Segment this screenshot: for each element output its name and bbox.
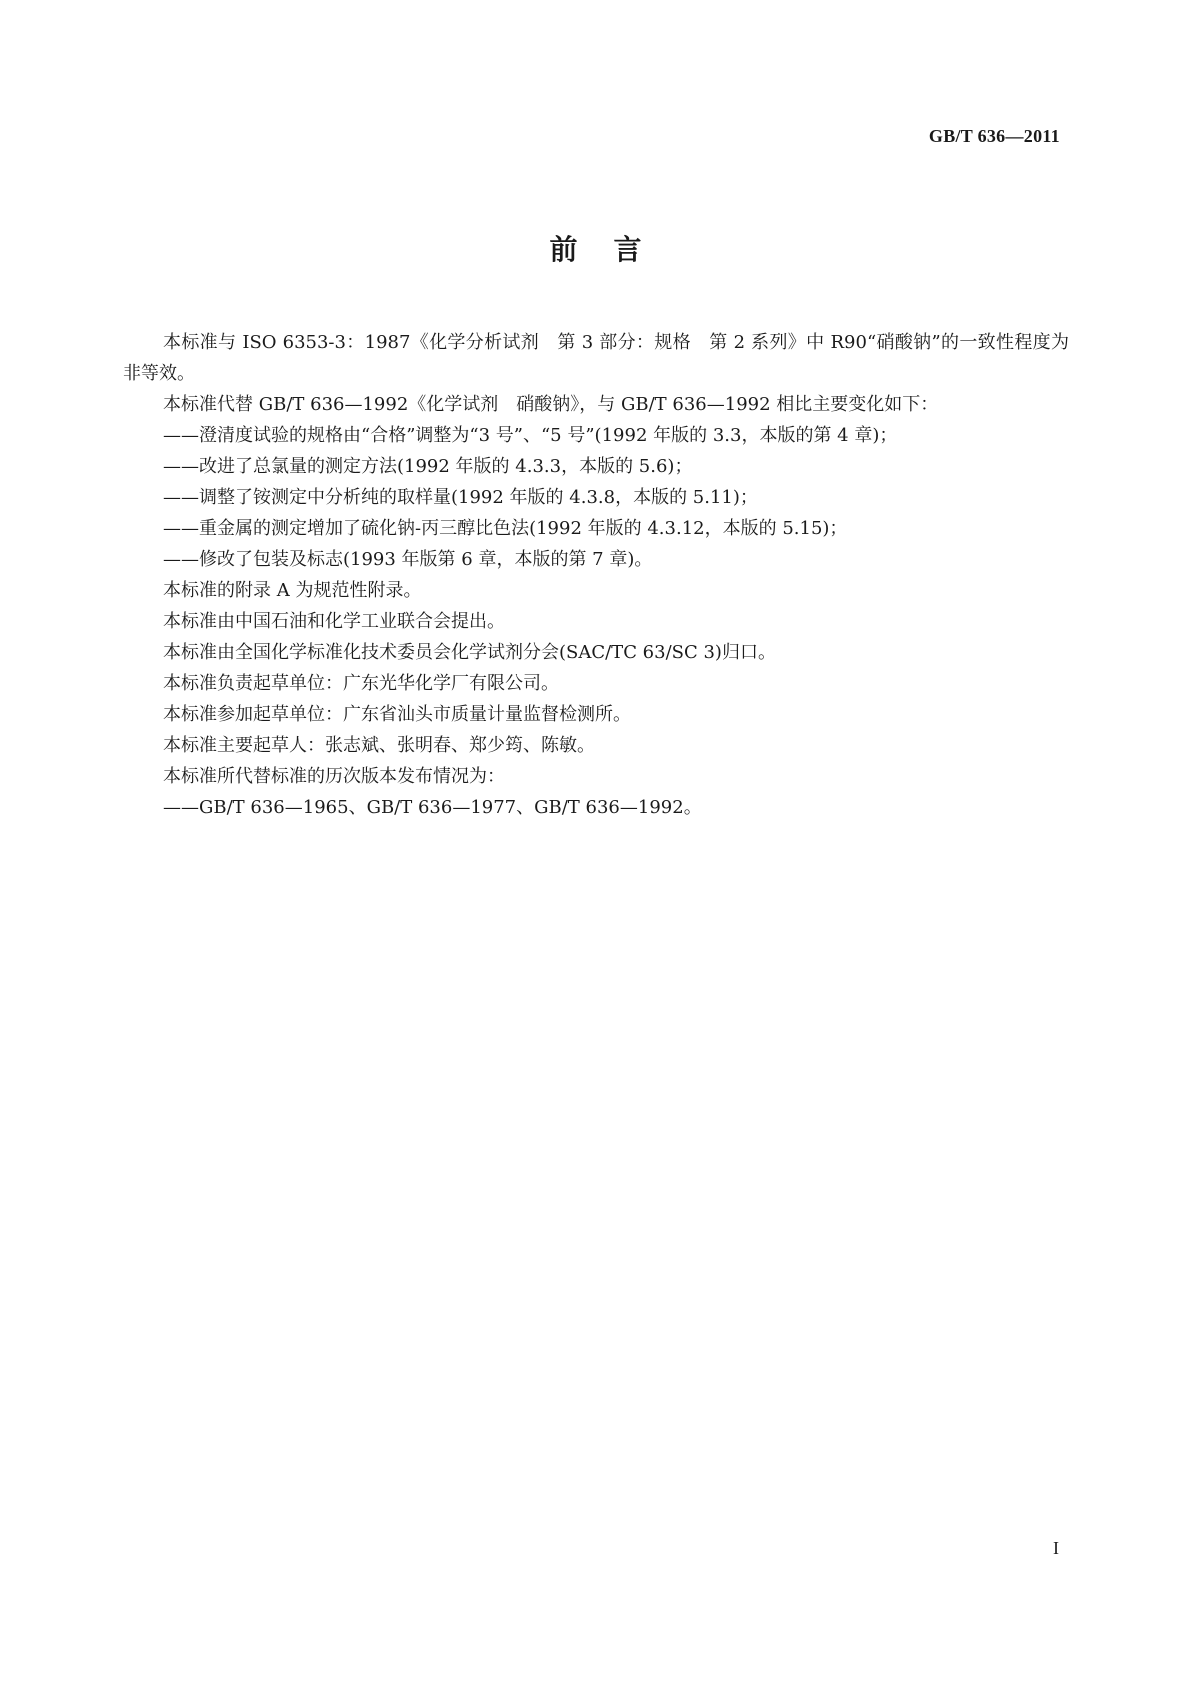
- page-number: I: [1053, 1538, 1059, 1558]
- document-body: [123, 327, 1069, 823]
- page-title: 前言: [549, 233, 678, 266]
- standard-code: GB/T 636—2011: [928, 126, 1060, 146]
- paragraph-previous-editions: 本标准所代替标准的历次版本发布情况为：: [163, 766, 505, 787]
- paragraph-drafting-unit: 本标准负责起草单位：广东光华化学厂有限公司。: [163, 673, 559, 694]
- change-item-packaging: ——修改了包装及标志(1993 年版第 6 章，本版的第 7 章)。: [163, 549, 653, 570]
- paragraph-consistency: 本标准与 ISO 6353-3：1987《化学分析试剂 第 3 部分：规格 第 2 系列》中 R90“硝酸钠”的一致性程度为非等效。: [123, 332, 1069, 384]
- paragraph-replaces: 本标准代替 GB/T 636—1992《化学试剂 硝酸钠》，与 GB/T 636—1992 相比主要变化如下：: [163, 394, 939, 415]
- change-item-clarity: ——澄清度试验的规格由“合格”调整为“3 号”、“5 号”(1992 年版的 3.3，本版的第 4 章)；: [163, 425, 898, 446]
- change-item-ammonium: ——调整了铵测定中分析纯的取样量(1992 年版的 4.3.8，本版的 5.11)；: [163, 487, 758, 508]
- paragraph-drafters: 本标准主要起草人：张志斌、张明春、郑少筠、陈敏。: [163, 735, 595, 756]
- previous-editions-list: ——GB/T 636—1965、GB/T 636—1977、GB/T 636—1992。: [163, 797, 702, 818]
- paragraph-participating-unit: 本标准参加起草单位：广东省汕头市质量计量监督检测所。: [163, 704, 631, 725]
- paragraph-appendix: 本标准的附录 A 为规范性附录。: [163, 580, 422, 601]
- paragraph-centralized-by: 本标准由全国化学标准化技术委员会化学试剂分会(SAC/TC 63/SC 3)归口。: [163, 642, 776, 663]
- paragraph-proposed-by: 本标准由中国石油和化学工业联合会提出。: [163, 611, 505, 632]
- change-item-heavy-metals: ——重金属的测定增加了硫化钠-丙三醇比色法(1992 年版的 4.3.12，本版的 5.15)；: [163, 518, 848, 539]
- change-item-total-chlorine: ——改进了总氯量的测定方法(1992 年版的 4.3.3，本版的 5.6)；: [163, 456, 693, 477]
